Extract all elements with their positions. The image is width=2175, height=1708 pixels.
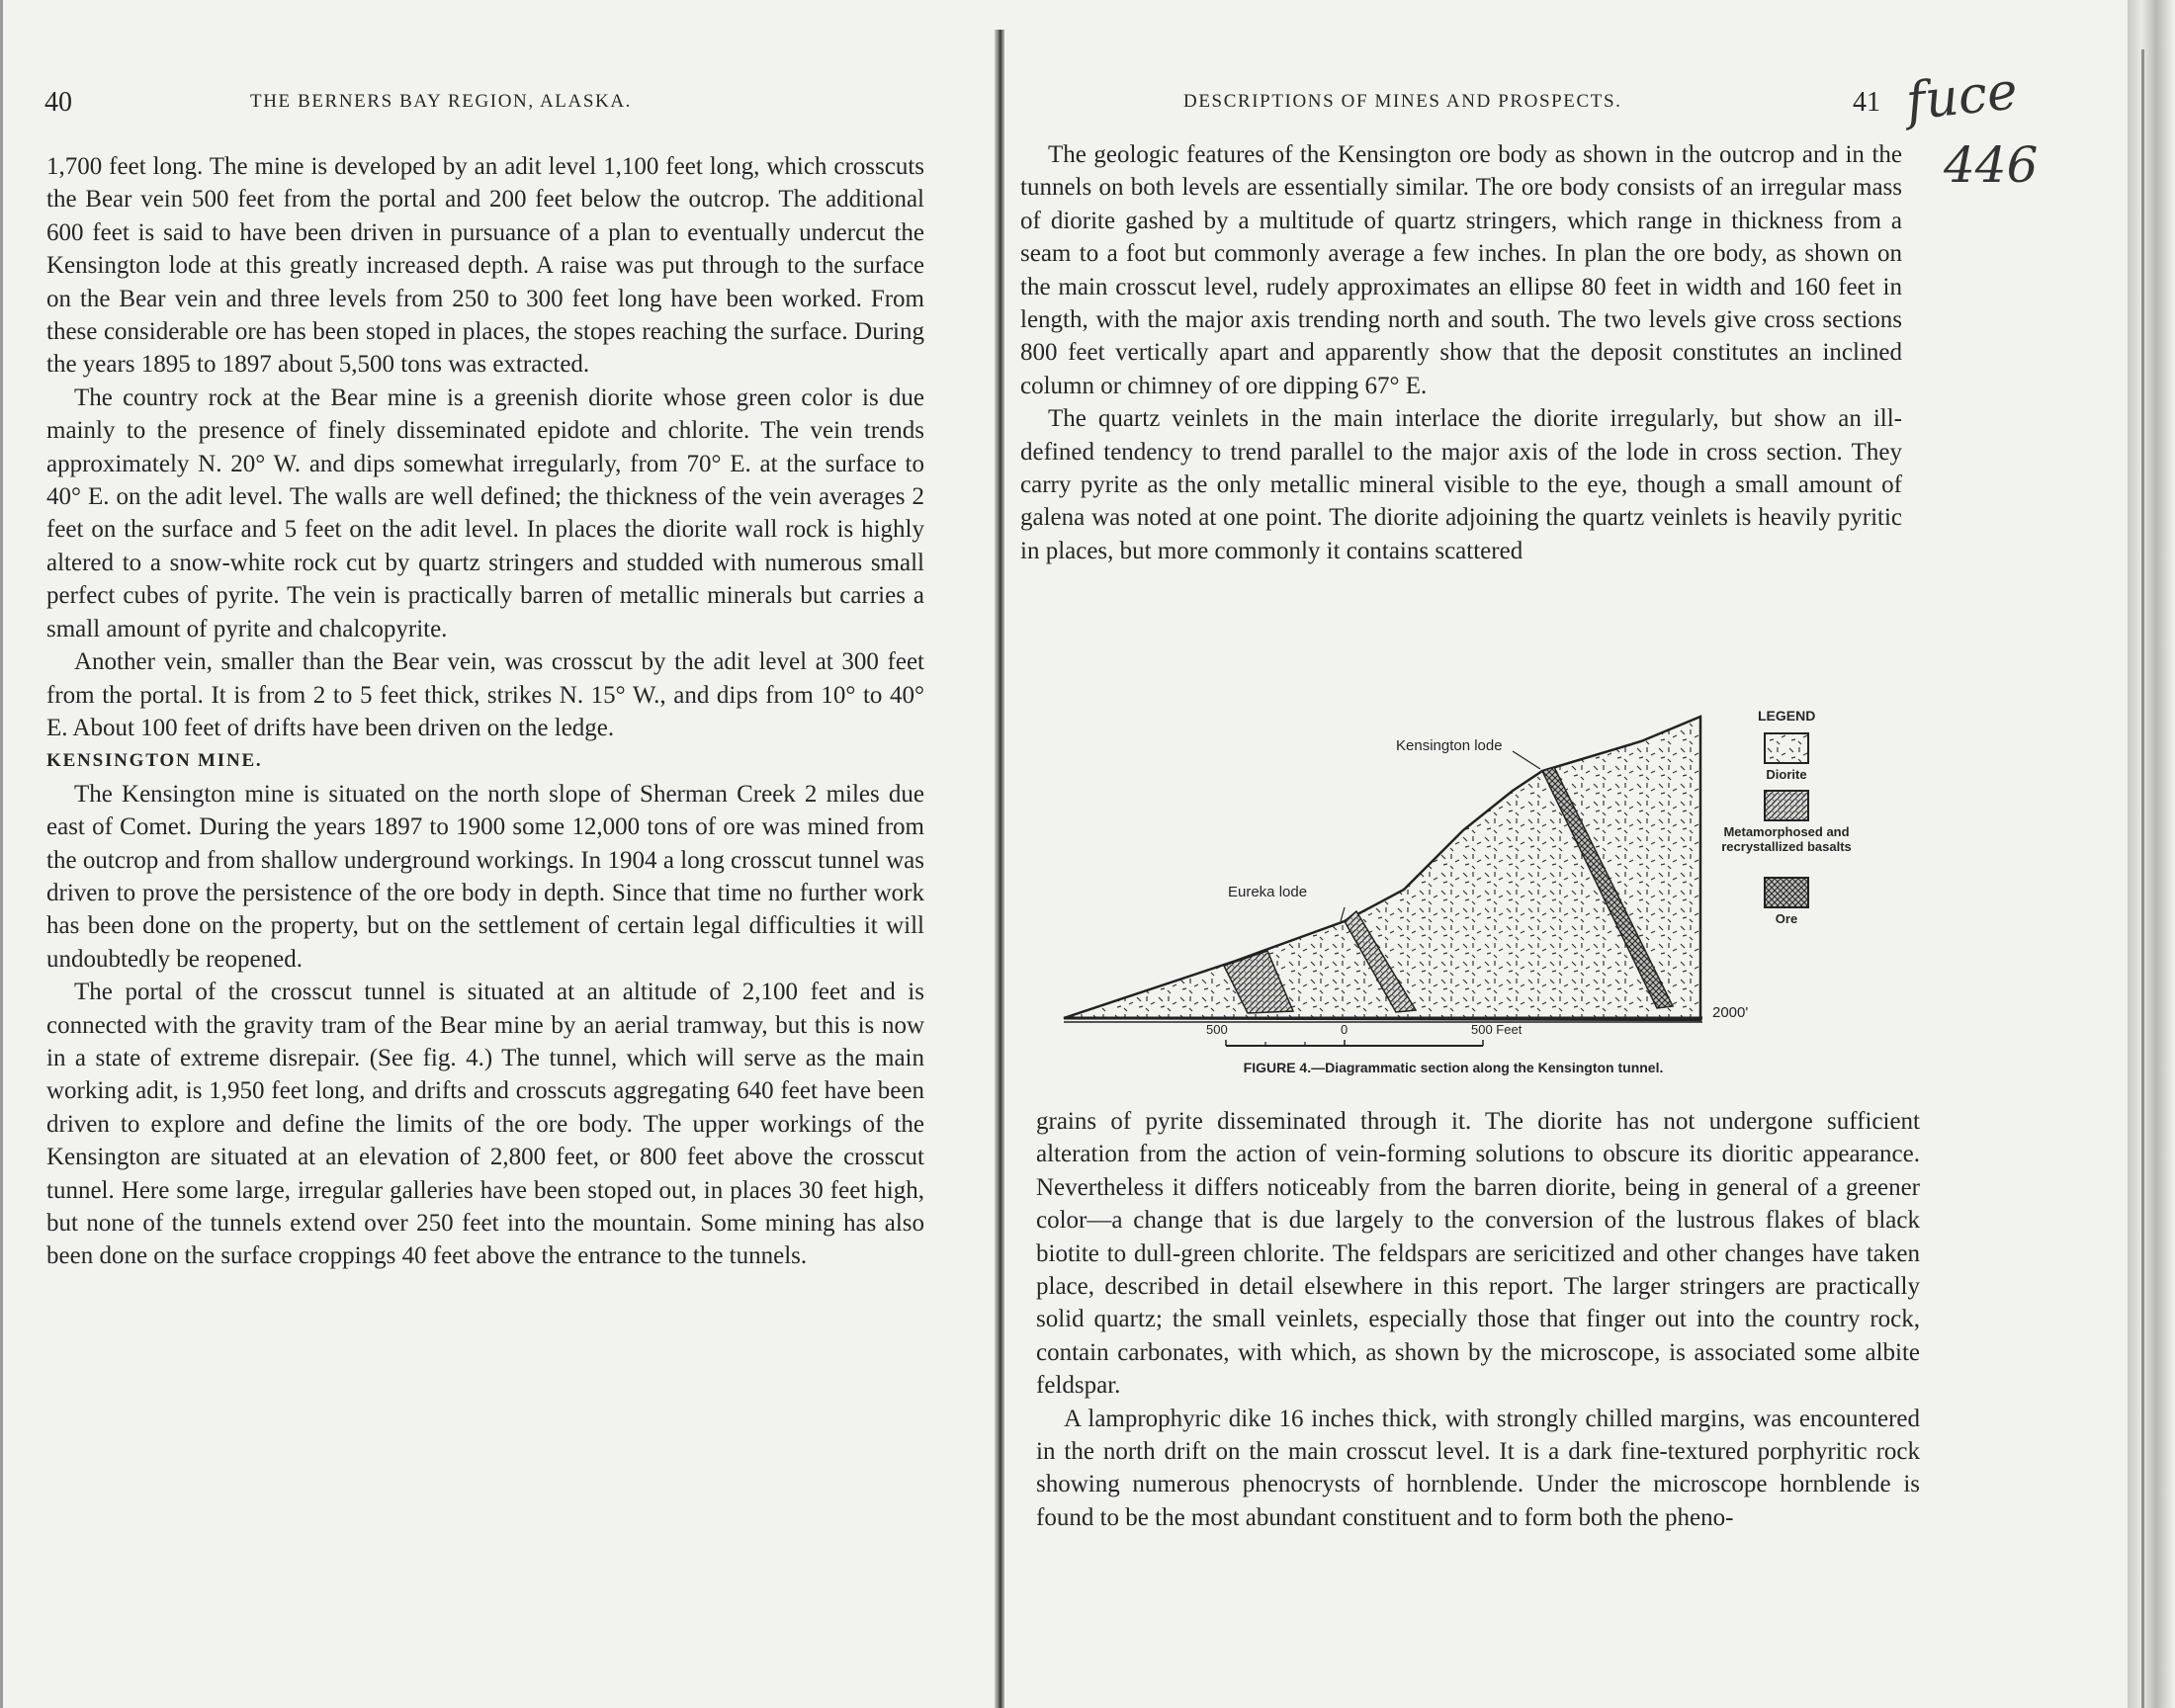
scale-zero-label: 0 bbox=[1341, 1022, 1348, 1037]
legend-title: LEGEND bbox=[1758, 708, 1816, 724]
paragraph: The geologic features of the Kensington ore body as shown in the outcrop and in the tunnels on both levels are essentially similar. The ore body consists of an irregular mass of diorite gashed by a multitude of quartz stringers, which range in thickness from a seam to a foot but commonly average a few inches. In plan the ore body, as shown on the main crosscut level, rudely approximates an ellipse 80 feet in width and 160 feet in length, with the major axis trending north and south. The two levels give cross sections 800 feet vertically apart and apparently show that the deposit constitutes an inclined column or chimney of ore dipping 67° E. bbox=[1020, 141, 1902, 399]
running-head: DESCRIPTIONS OF MINES AND PROSPECTS. bbox=[1183, 91, 1622, 112]
figure-caption: FIGURE 4.—Diagrammatic section along the Kensington tunnel. bbox=[1243, 1060, 1664, 1075]
legend-swatch-ore bbox=[1765, 878, 1808, 907]
left-body bbox=[46, 150, 924, 1273]
page-number: 40 bbox=[44, 87, 72, 118]
right-body-bottom bbox=[1036, 1105, 1920, 1534]
kensington-lode-label: Kensington lode bbox=[1396, 737, 1503, 754]
left-page bbox=[0, 0, 1001, 1708]
paragraph: Another vein, smaller than the Bear vein, was crosscut by the adit level at 300 feet from the portal. It is from 2 to 5 feet thick, strikes N. 15° W., and dips from 10° to 40° E. About 100 feet of drifts have been driven on the ledge. bbox=[46, 648, 924, 741]
scale-left-label: 500 bbox=[1206, 1022, 1228, 1037]
elevation-label: 2000' bbox=[1712, 1004, 1749, 1021]
book-gutter bbox=[995, 30, 1004, 1708]
legend-label-diorite: Diorite bbox=[1766, 767, 1807, 782]
section-heading: KENSINGTON MINE. bbox=[46, 750, 263, 772]
right-body-top bbox=[1020, 138, 1902, 567]
page-number: 41 bbox=[1853, 87, 1880, 118]
paragraph: A lamprophyric dike 16 inches thick, with strongly chilled margins, was encountered in the north drift on the main crosscut level. It is a dark fine-textured porphyritic rock showing numerous phenocrysts of hornblende. Under the microscope hornblende is found to be the most abundant constituent and to form both the pheno- bbox=[1036, 1405, 1920, 1531]
figure-cross-section bbox=[1048, 692, 1958, 1087]
handwritten-note: fuce bbox=[1903, 61, 2021, 132]
handwritten-number: 446 bbox=[1944, 136, 2039, 194]
paragraph: grains of pyrite disseminated through it. The diorite has not undergone sufficient alteration from the action of vein-forming solutions to obscure its dioritic appearance. Nevertheless it differs noticeably from the barren diorite, being in general of a greener color—a change that is due largely to the conversion of the lustrous flakes of black biotite to dull-green chlorite. The feldspars are sericitized and other changes have taken place, described in detail elsewhere in this report. The larger stringers are practically solid quartz; the small veinlets, especially those that finger out into the country rock, contain carbonates, with which, as shown by the microscope, is associated some albite feldspar. bbox=[1036, 1108, 1920, 1400]
paragraph: The portal of the crosscut tunnel is situated at an altitude of 2,100 feet and is connected with the gravity tram of the Bear mine by an aerial tramway, but this is now in a state of extreme disrepair. (See fig. 4.) The tunnel, which will serve as the main working adit, is 1,950 feet long, and drifts and crosscuts aggregating 640 feet have been driven to explore and define the limits of the ore body. The upper workings of the Kensington are situated at an elevation of 2,800 feet, or 800 feet above the crosscut tunnel. Here some large, irregular galleries have been stoped out, in places 30 feet high, but none of the tunnels extend over 250 feet into the mountain. Some mining has also been done on the surface croppings 40 feet above the entrance to the tunnels. bbox=[46, 979, 924, 1270]
running-head: THE BERNERS BAY REGION, ALASKA. bbox=[250, 91, 632, 112]
legend-swatch-basalt bbox=[1765, 791, 1808, 820]
page-edge bbox=[2128, 0, 2175, 1708]
paragraph: The quartz veinlets in the main interlace the diorite irregularly, but show an ill-defined tendency to trend parallel to the major axis of the lode in cross section. They carry pyrite as the only metallic mineral visible to the eye, though a small amount of galena was noted at one point. The diorite adjoining the quartz veinlets is heavily pyritic in places, but more commonly it contains scattered bbox=[1020, 405, 1902, 564]
cross-section-diagram bbox=[1048, 692, 1958, 1048]
paragraph: 1,700 feet long. The mine is developed by an adit level 1,100 feet long, which crosscuts the Bear vein 500 feet from the portal and 200 feet below the outcrop. The additional 600 feet is said to have been driven in pursuance of a plan to eventually undercut the Kensington lode at this greatly increased depth. A raise was put through to the surface on the Bear vein and three levels from 250 to 300 feet long have been worked. From these considerable ore has been stoped in places, the stopes reaching the surface. During the years 1895 to 1897 about 5,500 tons was extracted. bbox=[46, 153, 924, 379]
paragraph: The Kensington mine is situated on the north slope of Sherman Creek 2 miles due east of Comet. During the years 1897 to 1900 some 12,000 tons of ore was mined from the outcrop and from shallow underground workings. In 1904 a long crosscut tunnel was driven to prove the persistence of the ore body in depth. Since that time no further work has been done on the property, but on the settlement of certain legal difficulties it will undoubtedly be reopened. bbox=[46, 780, 924, 973]
legend-label-ore: Ore bbox=[1775, 911, 1798, 926]
scale-right-label: 500 Feet bbox=[1471, 1022, 1522, 1037]
legend-swatch-diorite bbox=[1765, 733, 1808, 763]
eureka-lode-label: Eureka lode bbox=[1228, 884, 1308, 900]
legend-label-basalt: Metamorphosed and recrystallized basalts bbox=[1721, 824, 1852, 854]
paragraph: The country rock at the Bear mine is a greenish diorite whose green color is due mainly to the presence of finely disseminated epidote and chlorite. The vein trends approximately N. 20° W. and dips somewhat irregularly, from 70° E. at the surface to 40° E. on the adit level. The walls are well defined; the thickness of the vein averages 2 feet on the surface and 5 feet on the adit level. In places the diorite wall rock is highly altered to a snow-white rock cut by quartz stringers and studded with numerous small perfect cubes of pyrite. The vein is practically barren of metallic minerals but carries a small amount of pyrite and chalcopyrite. bbox=[46, 384, 924, 642]
